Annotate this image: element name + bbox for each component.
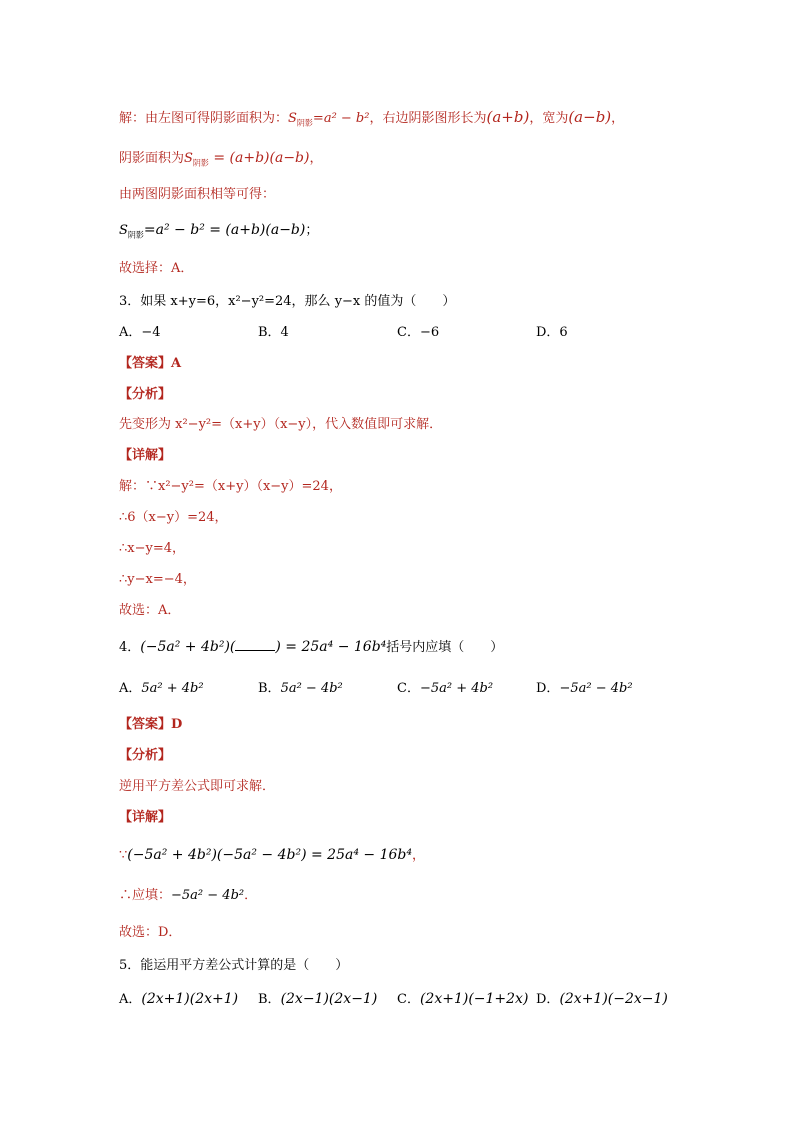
q4-option-b: B．5a² − 4b² [258, 681, 343, 696]
solution-conclusion: 故选择：A． [119, 261, 194, 276]
q4-detail-heading: 【详解】 [119, 810, 172, 825]
q4-answer: 【答案】D [119, 717, 183, 732]
q3-conclusion: 故选：A． [119, 603, 181, 618]
q4-conclusion: 故选：D． [119, 925, 182, 940]
q4-option-c: C．−5a² + 4b² [397, 681, 494, 696]
q3-detail-2: ∴6（x−y）=24， [119, 510, 228, 525]
q4-answer-blank [235, 638, 275, 651]
q4-analysis: 逆用平方差公式即可求解． [119, 779, 276, 794]
q4-option-a: A．5a² + 4b² [119, 681, 204, 696]
q3-option-b: B．4 [258, 325, 289, 340]
solution-line-4: $S_{阴影}=a^2 - b^2 = (a+b)(a-b)$； [119, 222, 319, 240]
q4-detail-1: ∵(−5a² + 4b²)(−5a² − 4b²) = 25a⁴ − 16b⁴， [119, 847, 425, 863]
solution-line-2: 阴影面积为$S_{阴影} = (a+b)(a-b)$， [119, 150, 323, 168]
q3-analysis: 先变形为 x²−y²=（x+y）（x−y），代入数值即可求解． [119, 417, 443, 432]
q3-detail-4: ∴y−x=−4， [119, 572, 196, 587]
q3-answer: 【答案】A [119, 356, 182, 371]
q5-option-b: B．(2x−1)(2x−1) [258, 991, 378, 1007]
q3-option-a: A．−4 [119, 325, 161, 340]
q3-stem: 3．如果 x+y=6，x²−y²=24，那么 y−x 的值为（ ） [119, 294, 456, 309]
q3-detail-1: 解：∵x²−y²=（x+y）（x−y）=24， [119, 479, 342, 494]
solution-line-3: 由两图阴影面积相等可得： [119, 187, 276, 202]
q3-option-c: C．−6 [397, 325, 440, 340]
q5-option-c: C．(2x+1)(−1+2x) [397, 991, 529, 1007]
q3-detail-3: ∴x−y=4， [119, 541, 186, 556]
q4-option-d: D．−5a² − 4b² [536, 681, 633, 696]
q5-option-d: D．(2x+1)(−2x−1) [536, 991, 668, 1007]
q3-detail-heading: 【详解】 [119, 448, 172, 463]
q4-stem: 4．(−5a² + 4b²)( ) = 25a⁴ − 16b⁴括号内应填（ ） [119, 639, 504, 655]
q5-option-a: A．(2x+1)(2x+1) [119, 991, 239, 1007]
q3-option-d: D．6 [536, 325, 568, 340]
q4-analysis-heading: 【分析】 [119, 748, 172, 763]
solution-line-1: 解：由左图可得阴影面积为：$S_{阴影}=a^2 - b^2$，右边阴影图形长为(a+b)，宽为(a−b)， [119, 108, 625, 128]
q3-analysis-heading: 【分析】 [119, 387, 172, 402]
q5-stem: 5．能运用平方差公式计算的是（ ） [119, 958, 349, 973]
q4-detail-2: ∴应填：−5a² − 4b²． [119, 888, 258, 903]
